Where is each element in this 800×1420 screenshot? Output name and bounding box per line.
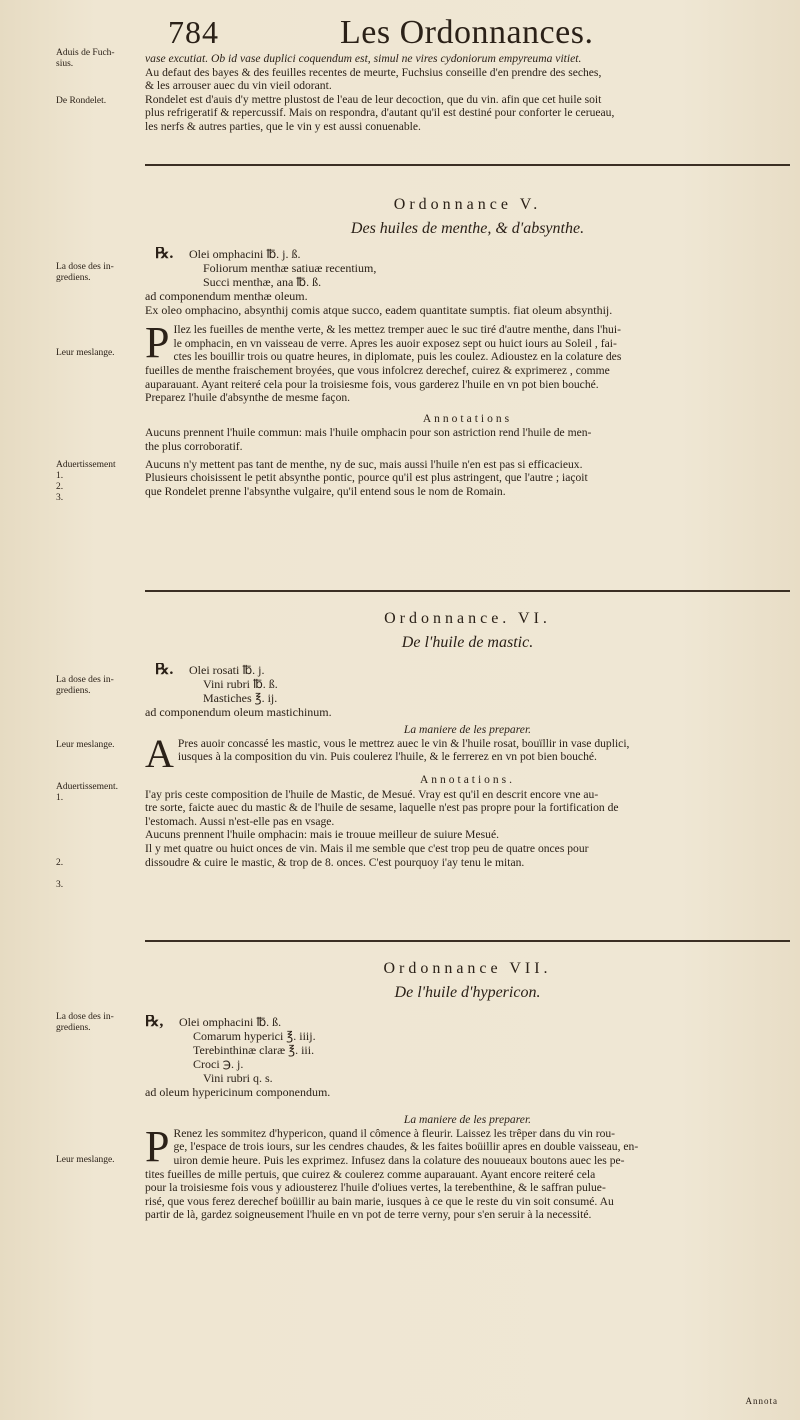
- ordonnance-title: Ordonnance. VI.: [384, 610, 551, 627]
- ordonnance-5: [145, 198, 790, 498]
- recipe: ℞. Olei rosati ℔. j. Vini rubri ℔. ß. Mastiches ℥. ij. ad componendum oleum mastichinum.: [145, 663, 332, 720]
- drop-cap: P: [145, 1121, 170, 1171]
- margin-note-melange-5: Leur meslange.: [56, 348, 115, 358]
- margin-note-fuchsius: Aduis de Fuch- sius.: [56, 48, 115, 69]
- margin-note-n2-6: 2.: [56, 858, 64, 868]
- recipe-symbol: ℞.: [155, 247, 174, 262]
- section-rule: [145, 940, 790, 942]
- running-title: Les Ordonnances.: [340, 14, 594, 51]
- ordonnance-subtitle: De l'huile d'hypericon.: [394, 983, 541, 1001]
- annotations: I'ay pris ceste composition de l'huile de Mastic, de Mesué. Vray est qu'il en descrit encore vne au- tre sorte, faicte auec du mastic & de l'huile de sesame, laquelle n'est pas propre pour la fortification de l'estomach. Aussi n'est-elle pas en vsage. Aucuns prennent l'huile omphacin: mais ie trouue meilleur de suiure Mesué. Il y met quatre ou huict onces de vin. Mais il me semble que c'est trop peu de quatre onces pour dissoudre & cuire le mastic, & trop de 8. onces. C'est pourquoy i'ay tenu le mitan.: [145, 787, 619, 869]
- ordonnance-6: [145, 612, 790, 869]
- margin-note-dose-6: La dose des in- grediens.: [56, 675, 114, 696]
- margin-note-advert-6: Aduertissement. 1.: [56, 782, 119, 803]
- annotations-title: Annotations: [422, 412, 513, 425]
- margin-note-melange-7: Leur meslange.: [56, 1155, 115, 1165]
- method-paragraph: P Ilez les fueilles de menthe verte, & les mettez tremper auec le suc tiré d'autre menthe, dans l'hui- le omphacin, en vn vaisseau de verre. Apres les auoir exposez sept ou huict iours au Soleil , fai- ctes les bouillir trois ou quatre heures, in diplomate, puis les coulez. Adioustez en la colature des fueilles de menthe fraischement broyées, que vous infolcrez derechef, cuirez & exprimerez , comme auparauant. Ayant reiteré cela pour la troisiesme fois, vous garderez l'huile en vn pot bien bouché. Preparez l'huile d'absynthe de mesme façon.: [145, 318, 622, 405]
- ordonnance-subtitle: Des huiles de menthe, & d'absynthe.: [350, 219, 585, 237]
- page-number: 784: [168, 14, 219, 50]
- recipe: ℞, Olei omphacini ℔. ß. Comarum hyperici ℥. iiij. Terebinthinæ claræ ℥. iii. Croci ℈. j. Vini rubri q. s. ad oleum hypericinum componendum.: [145, 1015, 331, 1100]
- margin-note-rondelet: De Rondelet.: [56, 96, 107, 106]
- ordonnance-title: Ordonnance V.: [393, 196, 542, 213]
- annotations: Aucuns prennent l'huile commun: mais l'huile omphacin pour son astriction rend l'huile de men- the plus corroboratif. Aucuns n'y mettent pas tant de menthe, ny de suc, mais aussi l'huile n'en est pas si efficacieux. Plusieurs choisissent le petit absynthe pontic, pource qu'il est plus astringent, que l'autre ; iaçoit que Rondelet prenne l'absynthe vulgaire, qu'il entend sous le nom de Romain.: [145, 426, 592, 498]
- annotations-title: Annotations.: [419, 773, 516, 786]
- method-paragraph: P Renez les sommitez d'hypericon, quand il cômence à fleurir. Laissez les trêper dans du vin rou- ge, l'espace de trois iours, sur les cendres chaudes, & les faites boüillir apres en double vaisseau, en- uiron demie heure. Puis les exprimez. Infusez dans la colature des nouueaux boutons auec les pe- tites fueilles de mille pertuis, que cuirez & coulerez comme auparauant. Ayant encore reiteré cela pour la troisiesme fois vous y adiousterez l'huile d'oliues vertes, la terebenthine, & le saffran pulue- risé, que vous ferez derechef boüillir au bain marie, iusques à ce que le reste du vin soit consumé. Au partir de là, gardez soigneusement l'huile en vn pot de terre verny, pour s'en seruir à la necessité.: [145, 1121, 639, 1222]
- ordonnance-subtitle: De l'huile de mastic.: [401, 633, 534, 651]
- method-title: La maniere de les preparer.: [403, 1113, 532, 1127]
- section-rule: [145, 590, 790, 592]
- margin-note-dose-5: La dose des in- grediens.: [56, 262, 114, 283]
- margin-note-n3-6: 3.: [56, 880, 64, 890]
- recipe-symbol: ℞,: [145, 1015, 164, 1030]
- section-rule: [145, 164, 790, 166]
- margin-note-dose-7: La dose des in- grediens.: [56, 1012, 114, 1033]
- margin-note-advert-5: Aduertissement 1. 2. 3.: [56, 460, 116, 503]
- drop-cap: P: [145, 318, 170, 368]
- ordonnance-7: [145, 962, 790, 1222]
- top-continuation-text: vase excutiat. Ob id vase duplici coquendum est, simul ne vires cydoniorum empyreuma vitiet. Au defaut des bayes & des feuilles recentes de meurte, Fuchsius conseille d'en prendre des seches, & les arrouser auec du vin vieil odorant. Rondelet est d'auis d'y mettre plustost de l'eau de leur decoction, que du vin. afin que cet huile soit plus refrigeratif & repercussif. Mais on respondra, d'autant qu'il est destiné pour conforter le cerueau, les nerfs & autres parties, que le vin y est aussi conuenable.: [145, 52, 615, 133]
- catchword: Annota: [745, 1396, 778, 1406]
- recipe-symbol: ℞.: [155, 663, 174, 678]
- ordonnance-title: Ordonnance VII.: [383, 960, 552, 977]
- drop-cap: A: [145, 730, 174, 776]
- margin-note-melange-6: Leur meslange.: [56, 740, 115, 750]
- method-title: La maniere de les preparer.: [403, 723, 532, 737]
- recipe: ℞. Olei omphacini ℔. j. ß. Foliorum menthæ satiuæ recentium, Succi menthæ, ana ℔. ß. ad componendum menthæ oleum. Ex oleo omphacino, absynthij comis atque succo, eadem quantitate sumptis. fiat oleum absynthij.: [145, 247, 613, 318]
- method-paragraph: A Pres auoir concassé les mastic, vous le mettrez auec le vin & l'huile rosat, bouïllir in vase duplici, iusques à la composition du vin. Puis coulerez l'huile, & le ferrerez en vn pot bien bouché.: [145, 730, 630, 776]
